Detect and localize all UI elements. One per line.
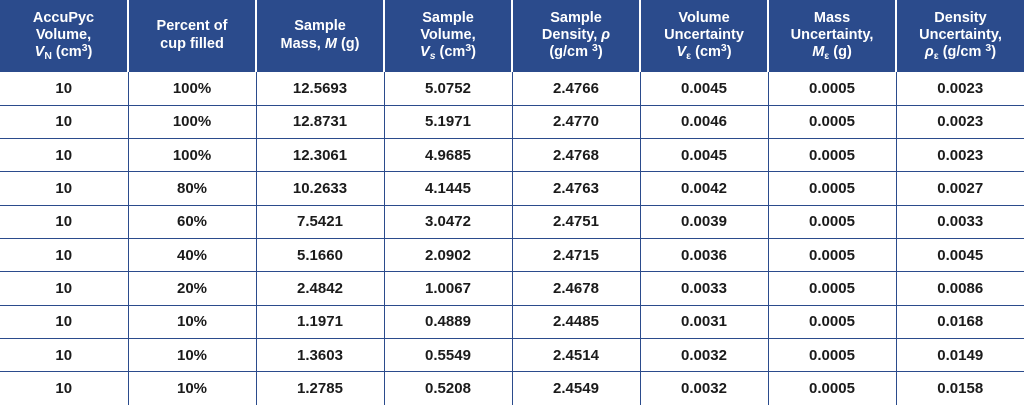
- header-symbol: V: [34, 44, 45, 61]
- cell-mass-uncertainty: 0.0005: [768, 305, 896, 338]
- cell-sample-volume: 5.0752: [384, 72, 512, 105]
- header-units: $(cm^3)$: [55, 43, 93, 61]
- cell-sample-density: 2.4770: [512, 105, 640, 138]
- cell-sample-density: 2.4763: [512, 172, 640, 205]
- header-line-2: Uncertainty,: [790, 26, 874, 43]
- header-symbol: ρ: [601, 26, 611, 43]
- header-line-2: Density, ρ: [541, 26, 611, 43]
- cell-sample-mass: 12.5693: [256, 72, 384, 105]
- header-symbol-units: [773, 44, 891, 61]
- cell-volume-uncertainty: 0.0045: [640, 139, 768, 172]
- cell-sample-mass: 12.3061: [256, 139, 384, 172]
- cell-sample-volume: 2.0902: [384, 238, 512, 271]
- header-subscript: ε: [933, 51, 939, 63]
- cell-sample-density: 2.4514: [512, 338, 640, 371]
- column-header-sample-density: [512, 0, 640, 72]
- header-line-2: Uncertainty,: [919, 26, 1002, 43]
- table-row: [0, 238, 1024, 271]
- header-line-2: Volume,: [420, 26, 476, 43]
- cell-sample-mass: 12.8731: [256, 105, 384, 138]
- cell-density-uncertainty: 0.0023: [896, 139, 1024, 172]
- cell-volume-uncertainty: 0.0045: [640, 72, 768, 105]
- cell-volume-uncertainty: 0.0046: [640, 105, 768, 138]
- header-symbol-units: [4, 44, 123, 61]
- table-row: [0, 272, 1024, 305]
- header-units: (g): [833, 44, 852, 61]
- header-line-1: Sample: [422, 9, 474, 26]
- cell-mass-uncertainty: 0.0005: [768, 272, 896, 305]
- cell-density-uncertainty: 0.0027: [896, 172, 1024, 205]
- cell-percent-cup-filled: 100%: [128, 139, 256, 172]
- cell-volume-uncertainty: 0.0042: [640, 172, 768, 205]
- cell-percent-cup-filled: 60%: [128, 205, 256, 238]
- cell-density-uncertainty: 0.0086: [896, 272, 1024, 305]
- header-units: (g/cm $^3$): [942, 43, 997, 61]
- header-line-2: Uncertainty: [664, 26, 744, 43]
- cell-volume-uncertainty: 0.0039: [640, 205, 768, 238]
- cell-accupyc-volume: 10: [0, 305, 128, 338]
- cell-sample-mass: 5.1660: [256, 238, 384, 271]
- cell-density-uncertainty: 0.0045: [896, 238, 1024, 271]
- table-row: [0, 338, 1024, 371]
- cell-density-uncertainty: 0.0158: [896, 372, 1024, 405]
- cell-accupyc-volume: 10: [0, 105, 128, 138]
- cell-sample-density: 2.4678: [512, 272, 640, 305]
- cell-density-uncertainty: 0.0168: [896, 305, 1024, 338]
- cell-density-uncertainty: 0.0023: [896, 72, 1024, 105]
- cell-accupyc-volume: 10: [0, 205, 128, 238]
- table-row: [0, 205, 1024, 238]
- cell-density-uncertainty: 0.0023: [896, 105, 1024, 138]
- header-line-1: Sample: [294, 18, 346, 35]
- column-header-mass-uncertainty: [768, 0, 896, 72]
- cell-accupyc-volume: 10: [0, 338, 128, 371]
- cell-accupyc-volume: 10: [0, 272, 128, 305]
- cell-sample-volume: 1.0067: [384, 272, 512, 305]
- cell-sample-mass: 2.4842: [256, 272, 384, 305]
- cell-accupyc-volume: 10: [0, 372, 128, 405]
- table-row: [0, 72, 1024, 105]
- cell-sample-mass: 7.5421: [256, 205, 384, 238]
- header-symbol: V: [420, 44, 430, 61]
- cell-mass-uncertainty: 0.0005: [768, 372, 896, 405]
- cell-accupyc-volume: 10: [0, 72, 128, 105]
- header-line-1: AccuPyc: [32, 9, 95, 26]
- header-symbol-units: [645, 44, 763, 61]
- cell-volume-uncertainty: 0.0031: [640, 305, 768, 338]
- cell-percent-cup-filled: 100%: [128, 72, 256, 105]
- header-symbol-units: Mass, M (g): [280, 35, 360, 52]
- cell-mass-uncertainty: 0.0005: [768, 172, 896, 205]
- cell-volume-uncertainty: 0.0036: [640, 238, 768, 271]
- column-header-sample-volume: [384, 0, 512, 72]
- column-header-sample-mass: [256, 0, 384, 72]
- header-units: (g): [340, 35, 360, 52]
- table-header: [0, 0, 1024, 72]
- header-symbol: ρ: [924, 44, 934, 61]
- cell-mass-uncertainty: 0.0005: [768, 105, 896, 138]
- table-row: [0, 305, 1024, 338]
- column-header-density-uncertainty: [896, 0, 1024, 72]
- cell-sample-density: 2.4766: [512, 72, 640, 105]
- header-units: (g/cm $^3$): [549, 43, 603, 61]
- cell-mass-uncertainty: 0.0005: [768, 205, 896, 238]
- cell-volume-uncertainty: 0.0032: [640, 338, 768, 371]
- header-subscript: ε: [686, 51, 692, 63]
- header-line-2: Volume,: [35, 26, 92, 43]
- cell-sample-volume: 0.4889: [384, 305, 512, 338]
- cell-sample-density: 2.4549: [512, 372, 640, 405]
- header-subscript: N: [44, 51, 52, 63]
- cell-percent-cup-filled: 40%: [128, 238, 256, 271]
- cell-volume-uncertainty: 0.0033: [640, 272, 768, 305]
- column-header-volume-uncertainty: [640, 0, 768, 72]
- cell-density-uncertainty: 0.0149: [896, 338, 1024, 371]
- cell-percent-cup-filled: 20%: [128, 272, 256, 305]
- cell-percent-cup-filled: 10%: [128, 305, 256, 338]
- table-row: [0, 139, 1024, 172]
- header-line-1: Density: [934, 9, 987, 26]
- cell-sample-volume: 5.1971: [384, 105, 512, 138]
- cell-sample-volume: 3.0472: [384, 205, 512, 238]
- header-subscript: ε: [824, 51, 830, 63]
- cell-sample-density: 2.4715: [512, 238, 640, 271]
- cell-mass-uncertainty: 0.0005: [768, 139, 896, 172]
- column-header-percent-cup-filled: [128, 0, 256, 72]
- cell-volume-uncertainty: 0.0032: [640, 372, 768, 405]
- cell-sample-mass: 10.2633: [256, 172, 384, 205]
- header-line-1: Volume: [678, 9, 730, 26]
- cell-mass-uncertainty: 0.0005: [768, 72, 896, 105]
- cell-sample-density: 2.4768: [512, 139, 640, 172]
- header-units: $(cm^3)$: [439, 43, 476, 61]
- cell-percent-cup-filled: 100%: [128, 105, 256, 138]
- cell-sample-volume: 0.5549: [384, 338, 512, 371]
- header-symbol-units: [901, 44, 1020, 61]
- cell-sample-density: 2.4751: [512, 205, 640, 238]
- cell-accupyc-volume: 10: [0, 139, 128, 172]
- header-symbol-units: [389, 44, 507, 61]
- header-line-1: Sample: [550, 9, 602, 26]
- cell-density-uncertainty: 0.0033: [896, 205, 1024, 238]
- table-row: [0, 372, 1024, 405]
- cell-sample-mass: 1.1971: [256, 305, 384, 338]
- cell-percent-cup-filled: 10%: [128, 338, 256, 371]
- table-body: [0, 72, 1024, 405]
- cell-mass-uncertainty: 0.0005: [768, 338, 896, 371]
- header-symbol: M: [812, 44, 825, 61]
- cell-mass-uncertainty: 0.0005: [768, 238, 896, 271]
- cell-sample-mass: 1.3603: [256, 338, 384, 371]
- column-header-accupyc-volume: [0, 0, 128, 72]
- cell-sample-volume: 4.9685: [384, 139, 512, 172]
- cell-percent-cup-filled: 10%: [128, 372, 256, 405]
- cell-accupyc-volume: 10: [0, 172, 128, 205]
- header-line-1: Percent of: [156, 18, 228, 35]
- header-line-2: cup filled: [160, 35, 224, 52]
- cell-sample-volume: 4.1445: [384, 172, 512, 205]
- header-symbol: V: [676, 44, 687, 61]
- header-subscript: s: [429, 51, 436, 63]
- cell-sample-volume: 0.5208: [384, 372, 512, 405]
- table-header-row: [0, 0, 1024, 72]
- cell-sample-density: 2.4485: [512, 305, 640, 338]
- header-units: $(cm^3)$: [695, 43, 732, 61]
- cell-percent-cup-filled: 80%: [128, 172, 256, 205]
- table-row: [0, 105, 1024, 138]
- header-line-1: Mass: [813, 9, 851, 26]
- table-row: [0, 172, 1024, 205]
- cell-accupyc-volume: 10: [0, 238, 128, 271]
- header-symbol: M: [324, 35, 337, 52]
- cell-sample-mass: 1.2785: [256, 372, 384, 405]
